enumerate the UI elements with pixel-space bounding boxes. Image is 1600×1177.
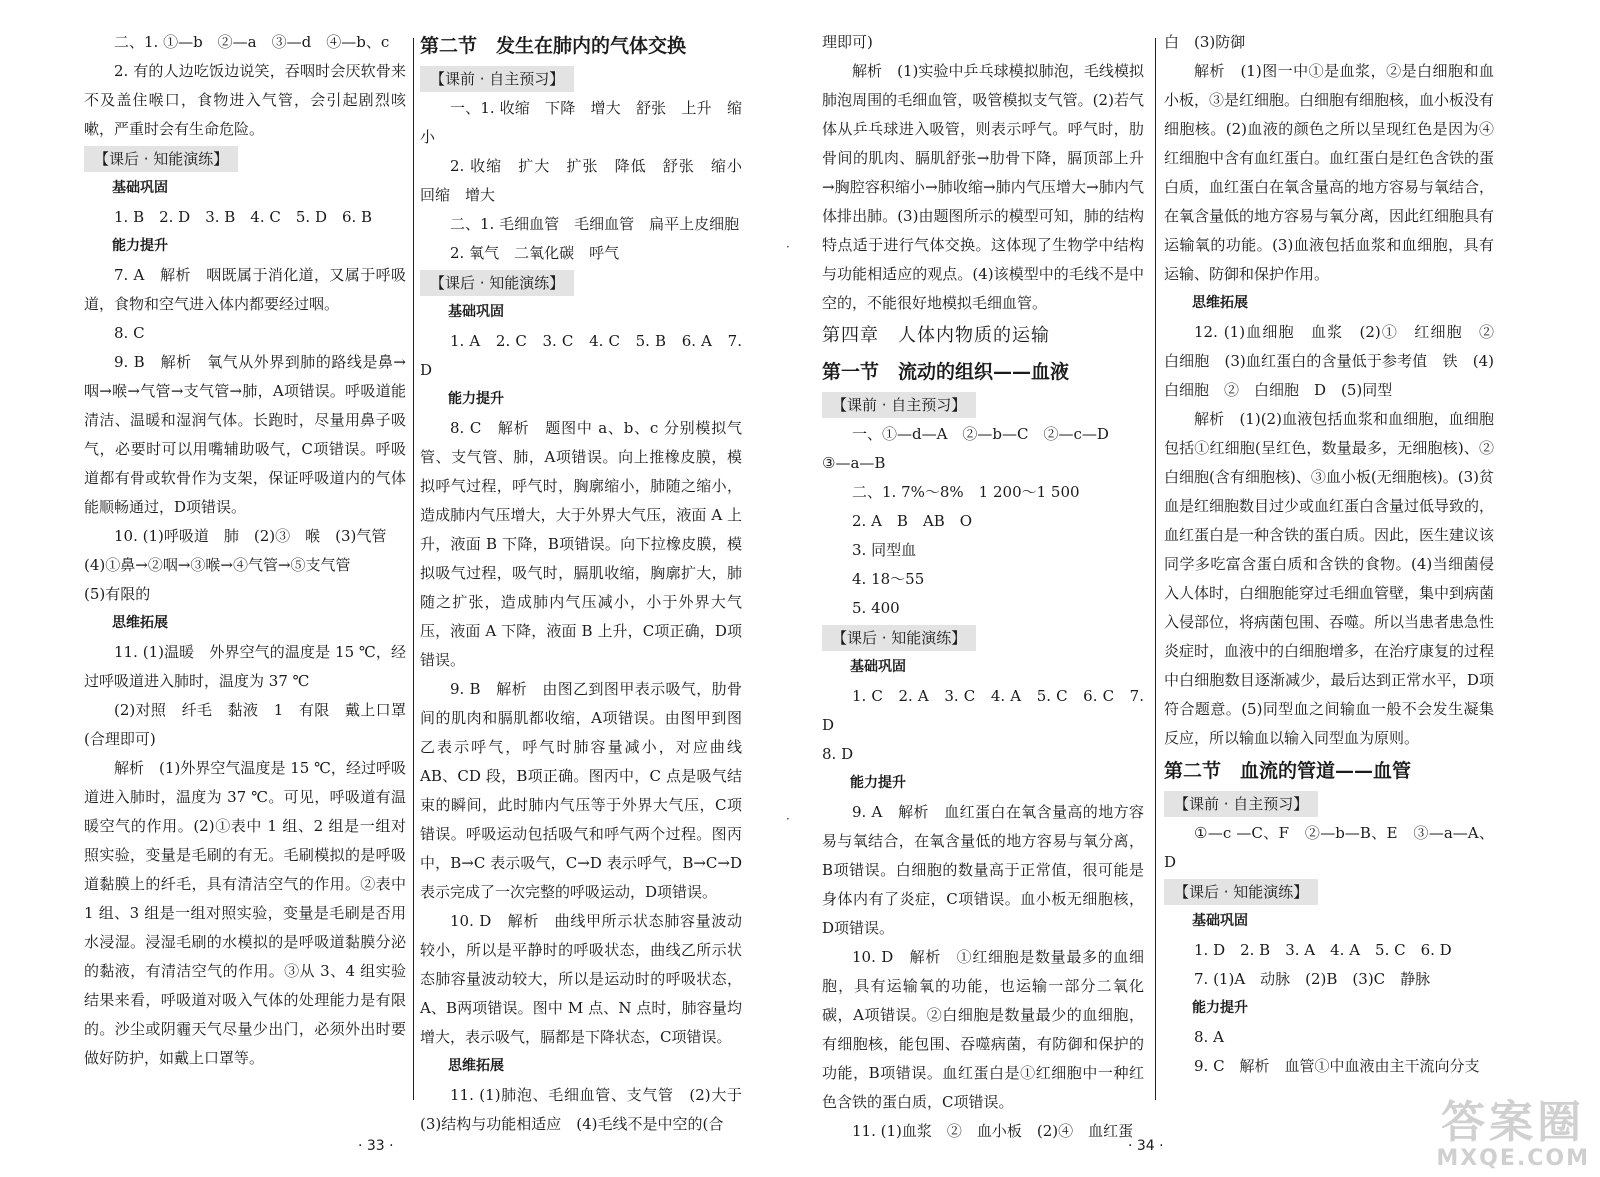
- answer-line: 2. 收缩 扩大 扩张 降低 舒张 缩小 回缩 增大: [420, 157, 758, 204]
- watermark-logo: 答案圈: [1441, 1097, 1586, 1148]
- margin-mark: ·: [786, 812, 790, 826]
- answer-line: 2. 有的人边吃饭边说笑，吞咽时会厌软骨来不及盖住喉口，食物进入气管，会引起剧烈咳嗽，严重时会有生命危险。: [84, 62, 406, 138]
- answer-line: 1. D 2. B 3. A 4. A 5. C 6. D: [1194, 941, 1452, 959]
- answer-line: (5)有限的: [84, 585, 151, 603]
- answer-line: 白 (3)防御: [1164, 33, 1246, 51]
- answer-line: 9. B 解析 由图乙到图甲表示吸气，肋骨间的肌肉和膈肌都收缩，A项错误。由图甲到图乙表示呼气，呼气时肺容量减小，对应曲线 AB、CD 段，B项正确。图丙中，C 点是吸气结束的瞬间，此时肺内气压等于外界大气压，C项错误。呼吸运动包括吸气和呼气两个过程。图丙中，B→C 表示吸气，C→D 表示呼气，B→C→D 表示完成了一次完整的呼吸运动，D项错误。: [420, 680, 742, 901]
- band-row: [1164, 789, 1494, 819]
- subsection-label: 能力提升: [1192, 1000, 1248, 1016]
- column-divider-left: [413, 38, 414, 1100]
- answer-line: 二、1. 7%～8% 1 200～1 500: [852, 483, 1080, 501]
- answer-line: 10. D 解析 ①红细胞是数量最多的血细胞，具有运输氧的功能，也运输一部分二氧化碳，A项错误。②白细胞是数量最少的血细胞，有细胞核，能包围、吞噬病菌，有防御和保护的功能，B项错误。血红蛋白是①红细胞中一种红色含铁的蛋白质，C项错误。: [822, 948, 1144, 1111]
- section-band: 【课前 · 自主预习】: [822, 392, 976, 418]
- answer-line: 解析 (1)外界空气温度是 15 ℃，经过呼吸道进入肺时，温度为 37 ℃。可见，呼吸道有温暖空气的作用。(2)①表中 1 组、2 组是一组对照实验，变量是毛刷的有无。毛刷模拟的是呼吸道黏膜上的纤毛，具有清洁空气的作用。②表中 1 组、3 组是一组对照实验，变量是毛刷是否用水浸湿。浸湿毛刷的水模拟的是呼吸道黏膜分泌的黏液，有清洁空气的作用。③从 3、4 组实验结果来看，呼吸道对吸入气体的处理能力是有限的。沙尘或阴霾天气尽量少出门，必须外出时要做好防护，如戴上口罩等。: [84, 759, 406, 1067]
- section-band: 【课后 · 知能演练】: [822, 625, 976, 651]
- band-row: [1164, 877, 1494, 907]
- subsection-label: 能力提升: [112, 238, 168, 254]
- answer-line: 解析 (1)图一中①是血浆，②是白细胞和血小板，③是红细胞。白细胞有细胞核，血小板没有细胞核。(2)血液的颜色之所以呈现红色是因为④红细胞中含有血红蛋白。血红蛋白是红色含铁的蛋白质，血红蛋白在氧含量高的地方容易与氧结合，在氧含量低的地方容易与氧分离，因此红细胞具有运输氧的功能。(3)血液包括血浆和血细胞，具有运输、防御和保护作用。: [1164, 62, 1495, 283]
- answer-line: 11. (1)温暖 外界空气的温度是 15 ℃，经过呼吸道进入肺时，温度为 37 ℃: [84, 643, 406, 690]
- section-title: 第一节 流动的组织——血液: [822, 361, 1070, 383]
- answer-line: 解析 (1)(2)血液包括血浆和血细胞，血细胞包括①红细胞(呈红色，数量最多，无细胞核)、②白细胞(含有细胞核)、③血小板(无细胞核)。(3)贫血是红细胞数目过少或血红蛋白含量过低导致的，血红蛋白是一种含铁的蛋白质。因此，医生建议该同学多吃富含蛋白质和含铁的食物。(4)当细菌侵入人体时，白细胞能穿过毛细血管壁，集中到病菌入侵部位，将病菌包围、吞噬。所以当患者患急性炎症时，血液中的白细胞增多，在治疗康复的过程中白细胞数目逐渐减少，最后达到正常水平，D项符合题意。(5)同型血之间输血一般不会发生凝集反应，所以输血以输入同型血为原则。: [1164, 410, 1495, 747]
- subsection-label: 基础巩固: [112, 180, 168, 196]
- subsection-label: 基础巩固: [850, 659, 906, 675]
- answer-line: 9. A 解析 血红蛋白在氧含量高的地方容易与氧结合，在氧含量低的地方容易与氧分离，B项错误。白细胞的数量高于正常值，很可能是身体内有了炎症，C项错误。血小板无细胞核，D项错误。: [822, 803, 1144, 937]
- answer-line: 1. A 2. C 3. C 4. C 5. B 6. A 7. D: [420, 332, 742, 379]
- answer-line: 12. (1)血细胞 血浆 (2)① 红细胞 ② 白细胞 (3)血红蛋白的含量低于参考值 铁 (4)白细胞 ② 白细胞 D (5)同型: [1164, 323, 1510, 399]
- answer-line: 理即可): [822, 33, 873, 51]
- band-row: [822, 390, 1144, 420]
- answer-line: 2. 氧气 二氧化碳 呼气: [450, 244, 620, 262]
- right-page-column-1: [822, 28, 1144, 1146]
- subsection-label: 基础巩固: [448, 304, 504, 320]
- answer-line: 2. A B AB O: [852, 512, 973, 530]
- answer-line: ①—c —C、F ②—b—B、E ③—a—A、D: [1164, 824, 1494, 871]
- subsection-label: 基础巩固: [1192, 913, 1248, 929]
- answer-line: 11. (1)肺泡、毛细血管、支气管 (2)大于 (3)结构与功能相适应 (4)毛线不是中空的(合: [420, 1086, 758, 1133]
- subsection-label: 思维拓展: [112, 615, 168, 631]
- band-row: [420, 64, 742, 94]
- answer-line: 1. B 2. D 3. B 4. C 5. D 6. B: [114, 208, 373, 226]
- answer-line: 9. B 解析 氧气从外界到肺的路线是鼻→咽→喉→气管→支气管→肺，A项错误。呼吸道能清洁、温暖和湿润气体。长跑时，尽量用鼻子吸气，必要时可以用嘴辅助吸气，C项错误。呼吸道都有骨或软骨作为支架，保证呼吸道内的气体能顺畅通过，D项错误。: [84, 353, 406, 516]
- column-divider-right: [1155, 38, 1156, 1100]
- answer-line: (2)对照 纤毛 黏液 1 有限 戴上口罩(合理即可): [84, 701, 406, 748]
- answer-line: 一、①—d—A ②—b—C ②—c—D: [852, 425, 1109, 443]
- answer-line: 7. (1)A 动脉 (2)B (3)C 静脉: [1194, 970, 1431, 988]
- answer-line: (4)①鼻→②咽→③喉→④气管→⑤支气管: [84, 556, 351, 574]
- answer-line: 二、1. 毛细血管 毛细血管 扁平上皮细胞: [450, 215, 740, 233]
- answer-line: 11. (1)血浆 ② 血小板 (2)④ 血红蛋: [852, 1122, 1134, 1140]
- band-row: [84, 144, 406, 174]
- section-title: 第二节 血流的管道——血管: [1164, 760, 1412, 782]
- answer-line: 3. 同型血: [852, 541, 917, 559]
- subsection-label: 能力提升: [448, 391, 504, 407]
- answer-line: 10. (1)呼吸道 肺 (2)③ 喉 (3)气管: [114, 527, 387, 545]
- subsection-label: 能力提升: [850, 775, 906, 791]
- answer-line: 4. 18～55: [852, 570, 925, 588]
- answer-line: 7. A 解析 咽既属于消化道，又属于呼吸道，食物和空气进入体内都要经过咽。: [84, 266, 406, 313]
- section-band: 【课前 · 自主预习】: [1164, 791, 1318, 817]
- page-number-left: · 33 ·: [358, 1138, 394, 1154]
- chapter-title: 第四章 人体内物质的运输: [822, 325, 1050, 346]
- answer-line: 9. C 解析 血管①中血液由主干流向分支: [1194, 1057, 1480, 1075]
- left-page-column-1: [84, 28, 406, 1073]
- answer-line: 1. C 2. A 3. C 4. A 5. C 6. C 7. D: [822, 687, 1144, 734]
- answer-line: 8. D: [822, 745, 854, 763]
- right-page-column-2: [1164, 28, 1510, 1081]
- section-band: 【课后 · 知能演练】: [1164, 879, 1318, 905]
- page-number-right: · 34 ·: [1128, 1138, 1164, 1154]
- band-row: [822, 623, 1144, 653]
- section-band: 【课后 · 知能演练】: [84, 146, 238, 172]
- subsection-label: 思维拓展: [1192, 295, 1248, 311]
- left-page-column-2: [420, 28, 758, 1139]
- watermark: [1436, 1097, 1590, 1171]
- answer-line: 8. C 解析 题图中 a、b、c 分别模拟气管、支气管、肺，A项错误。向上推橡皮膜，模拟呼气过程，呼气时，胸廓缩小，肺随之缩小，造成肺内气压增大，大于外界大气压，液面 A 上升，液面 B 下降，B项错误。向下拉橡皮膜，模拟吸气过程，吸气时，膈肌收缩，胸廓扩大，肺随之扩张，造成肺内气压减小，小于外界大气压，液面 A 下降，液面 B 上升，C项正确，D项错误。: [420, 419, 742, 669]
- answer-line: 8. A: [1194, 1028, 1224, 1046]
- section-band: 【课前 · 自主预习】: [420, 66, 574, 92]
- section-title: 第二节 发生在肺内的气体交换: [420, 35, 687, 57]
- answer-line: 一、1. 收缩 下降 增大 舒张 上升 缩小: [420, 99, 742, 146]
- answer-line: 二、1. ①—b ②—a ③—d ④—b、c: [114, 33, 390, 51]
- answer-line: 8. C: [114, 324, 145, 342]
- answer-line: 解析 (1)实验中乒乓球模拟肺泡，毛线模拟肺泡周围的毛细血管，吸管模拟支气管。(2)若气体从乒乓球进入吸管，则表示呼气。呼气时，肋骨间的肌肉、膈肌舒张→肋骨下降，膈顶部上升→胸腔容积缩小→肺收缩→肺内气压增大→肺内气体排出肺。(3)由题图所示的模型可知，肺的结构特点适于进行气体交换。这体现了生物学中结构与功能相适应的观点。(4)该模型中的毛线不是中空的，不能很好地模拟毛细血管。: [822, 62, 1144, 312]
- watermark-url: MXQE.COM: [1436, 1146, 1590, 1171]
- answer-line: 10. D 解析 曲线甲所示状态肺容量波动较小，所以是平静时的呼吸状态，曲线乙所示状态肺容量波动较大，所以是运动时的呼吸状态，A、B两项错误。图中 M 点、N 点时，肺容量均增大，表示吸气，膈都是下降状态，C项错误。: [420, 912, 742, 1046]
- answer-line: 5. 400: [852, 599, 900, 617]
- section-band: 【课后 · 知能演练】: [420, 270, 574, 296]
- subsection-label: 思维拓展: [448, 1058, 504, 1074]
- margin-mark: ·: [786, 240, 790, 254]
- band-row: [420, 268, 742, 298]
- answer-line: ③—a—B: [822, 454, 886, 472]
